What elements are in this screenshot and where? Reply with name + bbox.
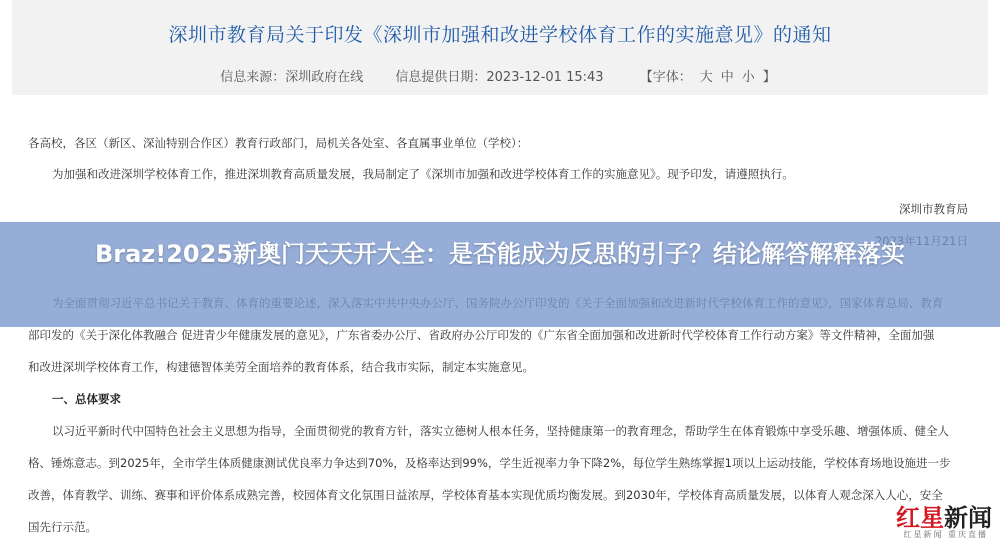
logo-wordmark: 红星新闻 — [896, 503, 992, 532]
paragraph-2-line-4: 国先行示范。 — [28, 520, 97, 534]
paragraph-2-line-2: 格、锤炼意志。到2025年，全市学生体质健康测试优良率力争达到70%，及格率达到99%，学生近视率力争下降2%，每位学生熟练掌握1项以上运动技能，学校体育场地设施进一步 — [28, 456, 951, 470]
greeting-line: 各高校，各区（新区、深汕特别合作区）教育行政部门，局机关各处室、各直属事业单位（学校）： — [28, 136, 529, 150]
font-small-button[interactable]: 小 — [741, 70, 755, 85]
paragraph-1-line-2: 部印发的《关于深化体教融合 促进青少年健康发展的意见》，广东省委办公厅、省政府办公厅印发的《广东省全面加强和改进新时代学校体育工作行动方案》等文件精神，全面加强 — [28, 328, 935, 342]
overlay-headline: Braz!2025新奥门天天开大全：是否能成为反思的引子？结论解答解释落实 — [94, 240, 906, 268]
news-logo — [874, 498, 992, 540]
paragraph-2-line-3: 改善，体育教学、训练、赛事和评价体系成熟完善，校园体育文化氛围日益浓厚，学校体育基本实现优质均衡发展。到2030年，学校体育高质量发展，以体育人观念深入人心，安全 — [28, 488, 943, 502]
info-date: 信息提供日期：2023-12-01 15:43 — [395, 70, 604, 85]
font-large-button[interactable]: 大 — [699, 70, 713, 85]
logo-subtitle: 红星新闻 重庆直播 — [903, 530, 988, 539]
section-heading: 一、总体要求 — [52, 392, 121, 406]
paragraph-2-line-1: 以习近平新时代中国特色社会主义思想为指导，全面贯彻党的教育方针，落实立德树人根本任务，坚持健康第一的教育理念，帮助学生在体育锻炼中享受乐趣、增强体质、健全人 — [52, 424, 949, 438]
font-medium-button[interactable]: 中 — [720, 70, 734, 85]
font-label: 【字体： — [639, 70, 692, 85]
document-title: 深圳市教育局关于印发《深圳市加强和改进学校体育工作的实施意见》的通知 — [168, 24, 832, 46]
headline-overlay — [0, 222, 1000, 327]
issuer-name: 深圳市教育局 — [899, 202, 968, 216]
info-source: 信息来源：深圳政府在线 — [220, 70, 364, 85]
paragraph-1-line-3: 和改进深圳学校体育工作，构建德智体美劳全面培养的教育体系，结合我市实际，制定本实施意见。 — [28, 360, 534, 374]
intro-paragraph: 为加强和改进深圳学校体育工作，推进深圳教育高质量发展，我局制定了《深圳市加强和改进学校体育工作的实施意见》。现予印发，请遵照执行。 — [52, 167, 794, 181]
font-close: 】 — [762, 70, 776, 85]
